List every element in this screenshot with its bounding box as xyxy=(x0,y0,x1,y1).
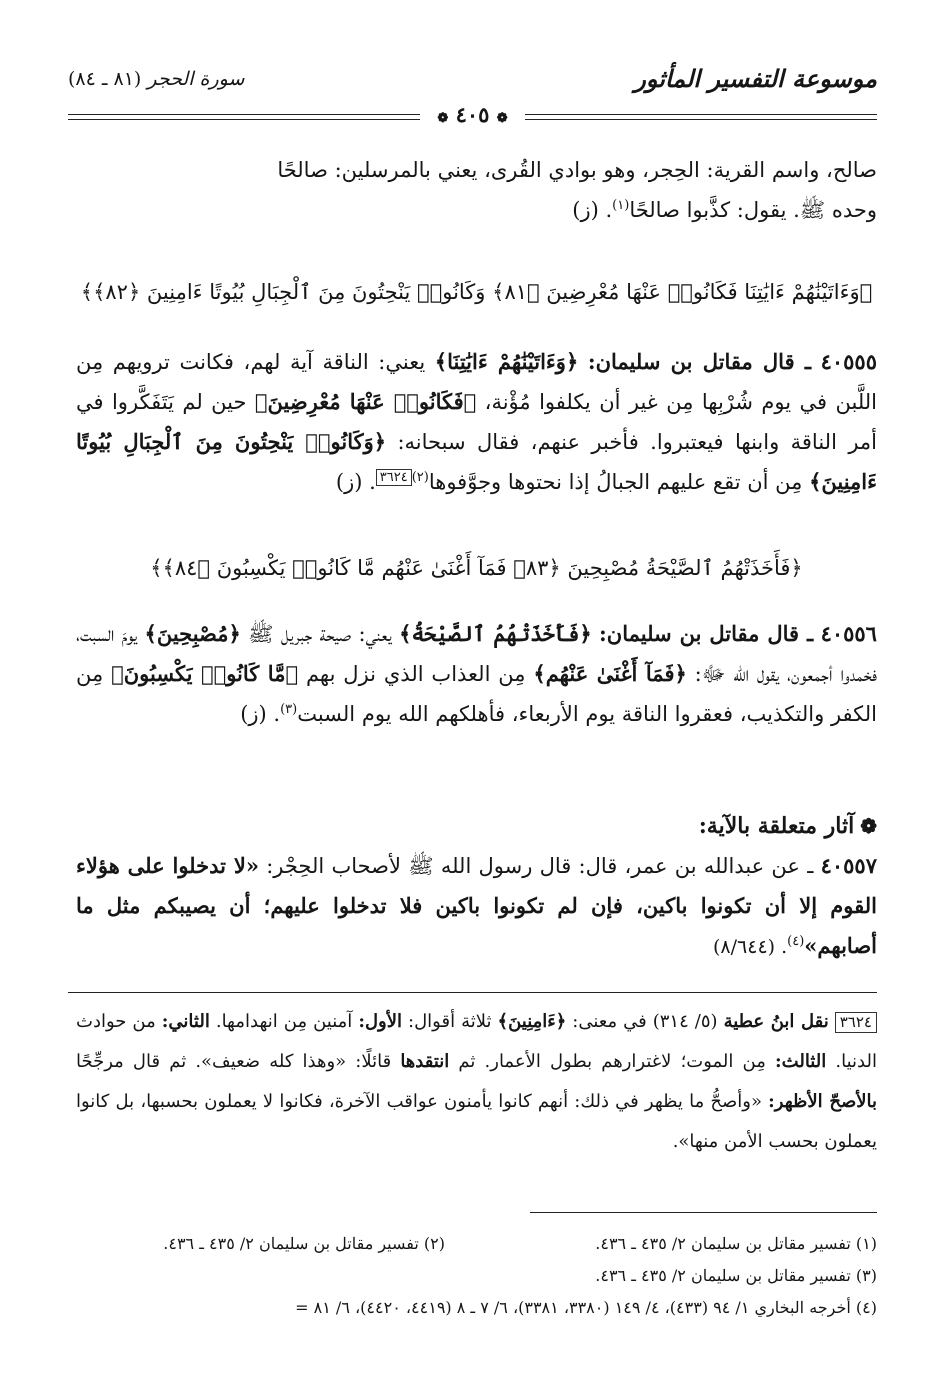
narration-40555 xyxy=(76,342,877,502)
commentary-ref-box: ٣٦٢٤ xyxy=(376,469,412,486)
opinion-label: الثالث: xyxy=(775,1051,827,1072)
narration-40556 xyxy=(76,614,877,734)
footnote-ref: (٢) xyxy=(411,470,429,485)
commentary-number-box: ٣٦٢٤ xyxy=(835,1012,877,1033)
book-title: موسوعة التفسير المأثور xyxy=(634,64,877,93)
narration-text: يعني: صيحة جبريل ﷺ xyxy=(248,622,392,646)
commentary-author: نقل ابنُ عطية xyxy=(723,1011,829,1032)
footnote-ref: (٣) xyxy=(280,702,298,717)
narration-number: ٤٠٥٥٦ xyxy=(820,621,877,646)
intro-line-2 xyxy=(76,190,877,230)
quran-quote: ﴿مَّا كَانُوا۟ يَكْسِبُونَ﴾ xyxy=(111,661,299,686)
ornament-icon: ❁ xyxy=(437,111,449,126)
footnote-ref: (٤) xyxy=(787,934,805,949)
opinion-text: آمنين مِن انهدامها. xyxy=(215,1011,353,1032)
surah-name: سورة الحجر xyxy=(147,68,245,90)
source-ref: . (٨/٦٤٤) xyxy=(713,936,788,958)
narration-number: ٤٠٥٥٧ xyxy=(820,853,877,878)
quran-verse-81-82 xyxy=(76,272,877,312)
commentary-note xyxy=(76,1002,877,1162)
quran-quote: ﴿وَكَانُوا۟ يَنْحِتُونَ مِنَ ٱلْجِبَالِ بُيُوتًا ءَامِنِينَ﴾ xyxy=(76,429,877,494)
footnote-2: (٢) تفسير مقاتل بن سليمان ٢/ ٤٣٥ ـ ٤٣٦. xyxy=(163,1234,445,1253)
footnote-4: (٤) أخرجه البخاري ١/ ٩٤ (٤٣٣)، ٤/ ١٤٩ (٣٣٨٠، ٣٣٨١)، ٦/ ٧ ـ ٨ (٤٤١٩، ٤٤٢٠)، ٦/ ٨١ = xyxy=(295,1298,877,1317)
quran-verse-83-84 xyxy=(76,548,877,588)
quran-quote: ﴿مُصْبِحِينَ﴾ xyxy=(144,621,241,646)
narration-text: يومَ السبت، فخمدوا أجمعون، يقول الله ﷻ: xyxy=(76,622,877,686)
page-number xyxy=(420,100,525,130)
opinion-label: الثاني: xyxy=(161,1011,210,1032)
opinion-text: من حوادث الدنيا. xyxy=(76,1011,877,1072)
ornament-icon: ❁ xyxy=(496,111,508,126)
narration-text: مِن أن تقع عليهم الجبالُ إذا نحتوها وجوَّفوها xyxy=(428,470,803,494)
commentary-text: «وأصحُّ ما يظهر في ذلك: أنهم كانوا يأمنون عواقب الآخرة، فكانوا لا يعملون بحسبها، بل كانوا يعملون بحسب الأمن منها». xyxy=(76,1091,877,1152)
verse-text: ﴿وَءَاتَيْنَٰهُمْ ءَايَٰتِنَا فَكَانُوا۟ عَنْهَا مُعْرِضِينَ ﴿٨١﴾ وَكَانُوا۟ يَنْحِتُونَ مِنَ ٱلْجِبَالِ بُيُوتًا ءَامِنِينَ ﴿٨٢﴾﴾ xyxy=(80,280,873,304)
preference-label: بالأصحّ الأظهر: xyxy=(768,1091,877,1112)
narration-end: . (ز) xyxy=(240,702,281,726)
footnote-separator xyxy=(530,1212,877,1213)
critique-label: انتقدها xyxy=(400,1051,450,1072)
commentary-text: (٥/ ٣١٤) في معنى: xyxy=(572,1011,718,1032)
narration-number: ٤٠٥٥٥ xyxy=(820,349,877,374)
narrator: ـ قال مقاتل بن سليمان: xyxy=(599,621,814,646)
quran-quote: ﴿وَءَاتَيْنَٰهُمْ ءَايَٰتِنَا﴾ xyxy=(434,349,579,374)
narration-text: حين لم يَتَفَكَّروا في أمر الناقة وابنها فيعتبروا. فأخبر عنهم، فقال سبحانه: xyxy=(76,390,877,454)
footnote-3: (٣) تفسير مقاتل بن سليمان ٢/ ٤٣٥ ـ ٤٣٦. xyxy=(595,1266,877,1285)
narration-40557 xyxy=(76,846,877,967)
quran-quote: ﴿فَأَخَذَتْهُمُ ٱلصَّيْحَةُ﴾ xyxy=(399,621,592,646)
intro-line-2-text: وحده ﷺ. يقول: كذَّبوا صالحًا xyxy=(629,198,877,222)
quran-quote: ﴿فَكَانُوا۟ عَنْهَا مُعْرِضِينَ﴾ xyxy=(254,389,477,414)
surah-info xyxy=(68,68,244,90)
flower-ornament-icon: ❁ xyxy=(860,814,877,838)
hadith-text: «لا تدخلوا على هؤلاء القوم إلا أن تكونوا باكين، فإن لم تكونوا باكين فلا تدخلوا عليهم؛ أن يصيبكم مثل ما أصابهم» xyxy=(76,853,877,958)
intro-paragraph xyxy=(76,150,877,230)
page-number-text: ٤٠٥ xyxy=(455,102,490,127)
commentary-text: ثلاثة أقوال: xyxy=(408,1011,492,1032)
opinion-label: الأول: xyxy=(358,1011,403,1032)
narration-text: مِن العذاب الذي نزل بهم xyxy=(305,662,526,686)
footnote-ref: (١) xyxy=(612,198,630,213)
footnote-1: (١) تفسير مقاتل بن سليمان ٢/ ٤٣٥ ـ ٤٣٦. xyxy=(595,1234,877,1253)
section-heading-text: آثار متعلقة بالآية: xyxy=(698,813,855,839)
narration-text: مِن الكفر والتكذيب، فعقروا الناقة يوم الأربعاء، فأهلكهم الله يوم السبت xyxy=(76,662,877,726)
commentary-text: قائلًا: «وهذا كله ضعيف». ثم قال مرجِّحًا xyxy=(76,1051,392,1072)
commentary-separator xyxy=(68,992,877,993)
narration-text: ـ عن عبدالله بن عمر، قال: قال رسول الله ﷺ لأصحاب الحِجْر: xyxy=(266,854,814,878)
verse-text: ﴿فَأَخَذَتْهُمُ ٱلصَّيْحَةُ مُصْبِحِينَ ﴿٨٣﴾ فَمَآ أَغْنَىٰ عَنْهُم مَّا كَانُوا۟ يَكْسِبُونَ ﴿٨٤﴾﴾ xyxy=(150,556,803,580)
narrator: ـ قال مقاتل بن سليمان: xyxy=(587,349,811,374)
quran-quote: ﴿فَمَآ أَغْنَىٰ عَنْهُم﴾ xyxy=(533,661,687,686)
opinion-text: مِن الموت؛ لاغترارهم بطول الأعمار. ثم xyxy=(458,1051,766,1072)
narration-text: يعني: الناقة آية لهم، فكانت ترويهم مِن اللَّبن في يوم شُرْبِها مِن غير أن يكلفوا مُؤْنة، xyxy=(76,350,877,414)
quran-quote: ﴿ءَامِنِينَ﴾ xyxy=(497,1011,567,1032)
ayah-range: (٨١ ـ ٨٤) xyxy=(68,68,142,90)
section-heading xyxy=(76,806,877,846)
narration-end: . (ز) xyxy=(335,470,376,494)
page-header xyxy=(68,64,877,98)
intro-line-2-end: . (ز) xyxy=(572,198,613,222)
intro-line-1: صالح، واسم القرية: الحِجر، وهو بوادي القُرى، يعني بالمرسلين: صالحًا xyxy=(277,158,877,182)
